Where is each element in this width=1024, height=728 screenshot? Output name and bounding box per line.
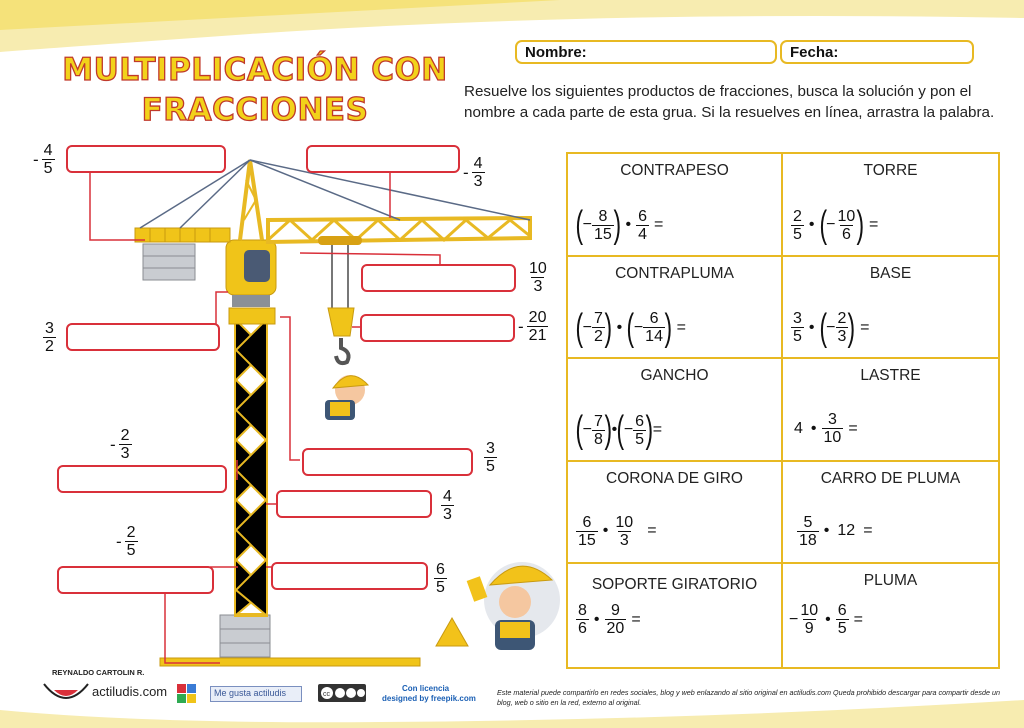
problems-grid — [566, 152, 1000, 669]
date-field[interactable]: Fecha: — [780, 40, 974, 64]
problem-gancho — [568, 359, 783, 462]
problem-lastre — [783, 359, 998, 462]
problem-title: TORRE — [863, 162, 918, 179]
svg-text:cc: cc — [323, 691, 330, 698]
author-credit: REYNALDO CARTOLIN R. — [52, 668, 145, 677]
problem-title: BASE — [869, 264, 912, 282]
footer-note: Este material puede compartirlo en redes sociales, blog y web enlazando al sitio original en actiludis.com Queda prohibido descargar para compartir desde un blog, web o sitio en la red, externo al original. — [497, 688, 1001, 707]
label-box-7[interactable] — [57, 465, 227, 493]
problem-title: GANCHO — [640, 367, 709, 385]
problem-torre — [783, 154, 998, 257]
answer-fraction-3: 10 3 — [529, 260, 547, 295]
label-box-6[interactable] — [302, 448, 473, 476]
problem-title: CARRO DE PLUMA — [820, 469, 961, 487]
problem-expression: 6 15 • $\frac{10}{3}$ = — [578, 513, 657, 549]
label-box-9[interactable] — [57, 566, 214, 594]
problem-soporte-giratorio — [568, 564, 783, 667]
problem-contrapeso — [568, 154, 783, 257]
answer-fraction-6: - 2 3 — [110, 427, 130, 462]
label-box-5[interactable] — [360, 314, 515, 342]
problem-carro-de-pluma — [783, 462, 998, 565]
problem-expression: ( − $\frac{7}{2}$ ) • ( − $\frac{6}{14}$ ) = — [575, 306, 686, 349]
answer-fraction-8: 4 3 — [443, 488, 452, 523]
label-box-1[interactable] — [66, 145, 226, 173]
problem-title: CORONA DE GIRO — [606, 469, 743, 487]
label-box-2[interactable] — [306, 145, 460, 173]
licence-text: Con licencia — [402, 684, 450, 693]
answer-fraction-4: 3 2 — [45, 320, 54, 355]
problem-expression: − $\frac{10}{9}$ • $\frac{6}{5}$ = — [789, 602, 863, 638]
label-box-8[interactable] — [276, 490, 432, 518]
problem-base — [783, 257, 998, 360]
problem-expression: 2 5 • ( − $\frac{10}{6}$ ) = — [793, 204, 879, 246]
problem-title: SOPORTE GIRATORIO — [591, 576, 758, 594]
problem-pluma — [783, 564, 998, 667]
problem-title: LASTRE — [860, 367, 921, 385]
answer-fraction-9: - 2 5 — [116, 524, 136, 559]
answer-fraction-10: 6 5 — [436, 561, 445, 596]
problem-title: PLUMA — [863, 572, 918, 590]
label-box-10[interactable] — [271, 562, 428, 590]
problem-corona-de-giro — [568, 462, 783, 565]
problem-expression: 4 • $\frac{3}{10}$ = — [794, 411, 858, 447]
crane-illustration — [0, 140, 560, 680]
answer-fraction-1: - 4 5 — [33, 142, 53, 177]
label-box-4[interactable] — [66, 323, 220, 351]
problem-expression: 5 18 • 12 = — [799, 513, 873, 549]
smile-logo-icon — [40, 678, 92, 708]
problem-title: CONTRAPLUMA — [615, 264, 734, 282]
problem-contrapluma — [568, 257, 783, 360]
designed-by-text: designed by freepik.com — [382, 694, 476, 703]
problem-expression: ( − $\frac{8}{15}$ ) • $\frac{6}{4}$ = — [575, 204, 664, 246]
like-button[interactable]: Me gusta actiludis — [210, 686, 302, 702]
problem-expression: ( − $\frac{7}{8}$ ) • ( − $\frac{6}{5}$ ) = — [575, 409, 663, 452]
problem-expression: 3 5 • ( − $\frac{2}{3}$ ) = — [793, 306, 870, 349]
cc-license-icon — [318, 684, 366, 702]
freepik-link[interactable]: freepik.com — [430, 694, 476, 703]
answer-fraction-7: 3 5 — [486, 440, 495, 475]
answer-fraction-5: - 20 21 — [518, 309, 547, 344]
answer-fraction-2: - 4 3 — [463, 155, 483, 190]
site-link[interactable]: actiludis.com — [92, 684, 168, 699]
problem-expression: 8 6 • $\frac{9}{20}$ = — [578, 602, 641, 638]
puzzle-logo-icon — [176, 683, 198, 705]
label-box-3[interactable] — [361, 264, 516, 292]
problem-title: CONTRAPESO — [620, 162, 729, 179]
page-title: MULTIPLICACIÓN CON FRACCIONES — [62, 52, 448, 128]
name-field[interactable]: Nombre: — [515, 40, 777, 64]
instructions-text: Resuelve los siguientes productos de fracciones, busca la solución y pon el nombre a cada parte de esta grua. Si la resuelves en línea, arrastra la palabra. — [464, 83, 995, 121]
